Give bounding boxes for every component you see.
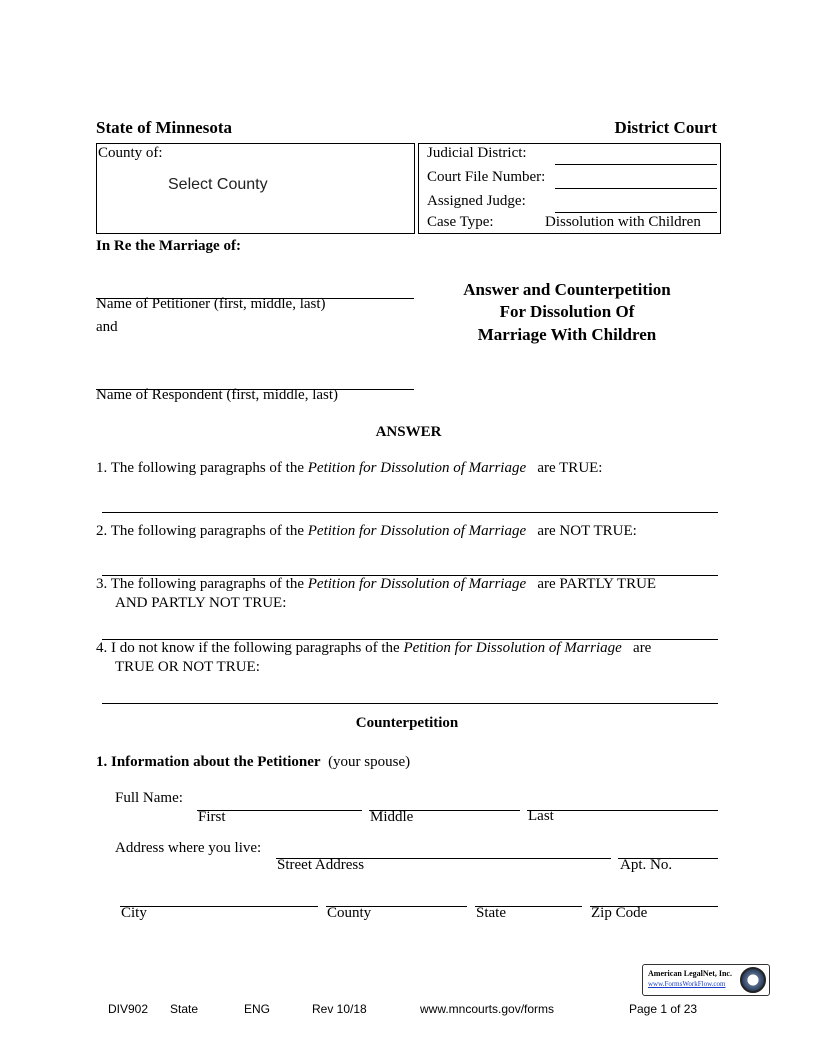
answer-heading: ANSWER — [375, 424, 442, 440]
state-label: State — [476, 905, 506, 921]
in-re-heading: In Re the Marriage of: — [96, 238, 241, 254]
case-info-box — [418, 143, 721, 234]
address-label: Address where you live: — [115, 840, 262, 856]
first-label: First — [198, 809, 226, 825]
assigned-judge-field[interactable] — [555, 212, 717, 213]
answer-item-2-suffix: are NOT TRUE: — [537, 523, 637, 539]
section1-note: (your spouse) — [328, 754, 411, 770]
answer-item-3-suffix: are PARTLY TRUE — [537, 576, 657, 592]
section1-heading — [96, 754, 410, 771]
last-name-field[interactable] — [527, 810, 718, 811]
petitioner-label: Name of Petitioner (first, middle, last) — [96, 296, 326, 312]
court-heading: District Court — [614, 118, 717, 137]
answer-item-2-prefix: 2. The following paragraphs of the — [96, 523, 308, 539]
apt-label: Apt. No. — [620, 857, 673, 873]
answer-item-2 — [96, 523, 637, 540]
footer-page-number: Page 1 of 23 — [629, 1002, 698, 1016]
answer-item-1 — [96, 460, 602, 477]
court-file-label: Court File Number: — [427, 169, 546, 185]
footer-revision: Rev 10/18 — [312, 1002, 367, 1016]
footer-form-id: DIV902 — [108, 1002, 149, 1016]
court-file-field[interactable] — [555, 188, 717, 189]
county-label: County of: — [98, 145, 163, 161]
answer-item-3-cont: AND PARTLY NOT TRUE: — [115, 595, 287, 611]
state-heading: State of Minnesota — [96, 118, 232, 137]
answer-item-3-prefix: 3. The following paragraphs of the — [96, 576, 308, 592]
zip-label: Zip Code — [591, 905, 648, 921]
form-title-line3: Marriage With Children — [477, 325, 657, 344]
county-select[interactable]: Select County — [168, 176, 268, 193]
county-box — [96, 143, 415, 234]
and-text: and — [96, 319, 118, 335]
seal-icon — [740, 967, 766, 993]
answer-item-4-cont: TRUE OR NOT TRUE: — [115, 659, 260, 675]
answer-item-2-italic: Petition for Dissolution of Marriage — [307, 523, 527, 539]
answer-item-4-italic: Petition for Dissolution of Marriage — [403, 640, 622, 656]
middle-label: Middle — [370, 809, 414, 825]
logo-name: American LegalNet, Inc. — [648, 969, 732, 978]
footer-language: ENG — [244, 1002, 271, 1016]
case-type-value: Dissolution with Children — [545, 214, 701, 230]
answer-item-1-italic: Petition for Dissolution of Marriage — [307, 460, 527, 476]
full-name-label: Full Name: — [115, 790, 183, 806]
answer-item-3 — [96, 576, 656, 593]
footer-jurisdiction: State — [170, 1002, 199, 1016]
respondent-label: Name of Respondent (first, middle, last) — [96, 387, 339, 403]
answer-item-4-field[interactable] — [102, 703, 718, 704]
street-label: Street Address — [277, 857, 365, 873]
answer-item-1-prefix: 1. The following paragraphs of the — [96, 460, 308, 476]
last-label: Last — [528, 808, 554, 824]
footer-website[interactable]: www.mncourts.gov/forms — [420, 1002, 555, 1016]
city-label: City — [121, 905, 147, 921]
city-field[interactable] — [120, 906, 318, 907]
answer-item-1-field[interactable] — [102, 512, 718, 513]
assigned-judge-label: Assigned Judge: — [427, 193, 526, 209]
counterpetition-heading: Counterpetition — [355, 715, 459, 731]
case-type-label: Case Type: — [427, 214, 494, 230]
form-title-line2: For Dissolution Of — [499, 302, 635, 321]
legalnet-logo[interactable] — [642, 964, 770, 996]
answer-item-4-prefix: 4. I do not know if the following paragraphs of the — [96, 640, 404, 656]
answer-item-4 — [96, 640, 651, 657]
section1-title: 1. Information about the Petitioner — [96, 754, 321, 770]
answer-item-1-suffix: are TRUE: — [537, 460, 603, 476]
answer-item-4-suffix: are — [633, 640, 652, 656]
judicial-district-label: Judicial District: — [427, 145, 527, 161]
answer-item-3-italic: Petition for Dissolution of Marriage — [307, 576, 527, 592]
form-title-line1: Answer and Counterpetition — [463, 280, 671, 299]
judicial-district-field[interactable] — [555, 164, 717, 165]
logo-url[interactable]: www.FormsWorkFlow.com — [648, 980, 726, 988]
county-label-address: County — [327, 905, 372, 921]
